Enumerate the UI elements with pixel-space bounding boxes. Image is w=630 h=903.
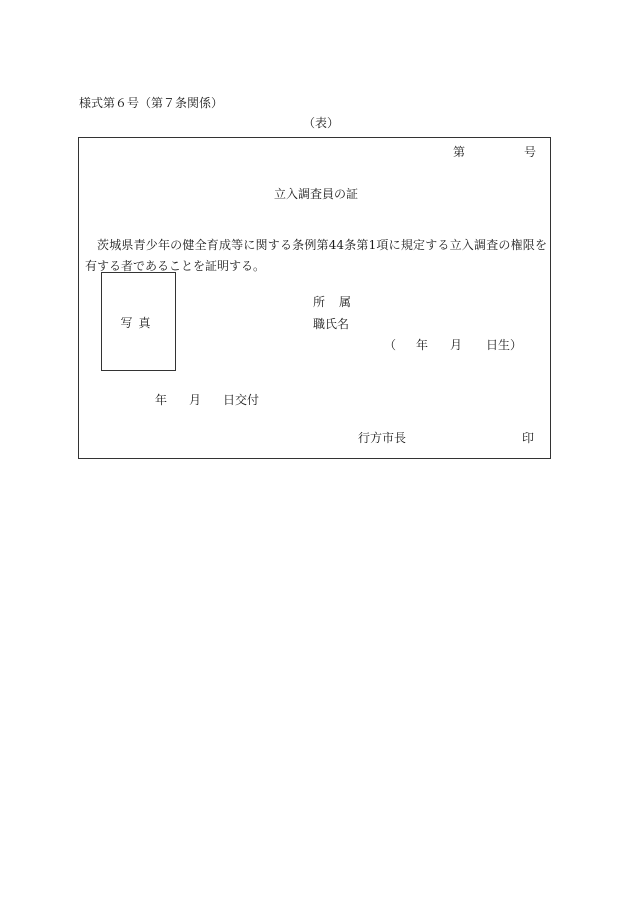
birth-date-line [384,339,522,351]
certification-text: 茨城県青少年の健全育成等に関する条例第44条第1項に規定する立入調査の権限を有する者であることを証明する。 [85,238,547,273]
card-title: 立入調査員の証 [274,187,359,201]
affiliation-label [313,296,351,308]
seal-label: 印 [522,431,535,445]
form-number-label: 様式第６号（第７条関係） [79,96,224,110]
affiliation-label-second: 属 [339,295,352,309]
card-number-suffix: 号 [524,145,537,159]
birth-open-paren: （ [384,338,397,352]
side-label: （表） [303,116,340,130]
inspector-id-card [78,137,551,459]
issue-month-label: 月 [189,393,202,407]
card-number-prefix: 第 [453,145,466,159]
issue-day-label: 日交付 [223,393,260,407]
issue-year-label: 年 [155,393,168,407]
issue-date-line [155,394,259,406]
birth-year-label: 年 [416,338,429,352]
affiliation-label-first: 所 [313,295,326,309]
birth-day-label: 日生） [486,338,523,352]
birth-month-label: 月 [450,338,463,352]
photo-label: 写真 [120,316,157,330]
issuer-label: 行方市長 [358,431,407,445]
name-title-label: 職氏名 [313,317,350,331]
photo-placeholder [101,272,176,371]
